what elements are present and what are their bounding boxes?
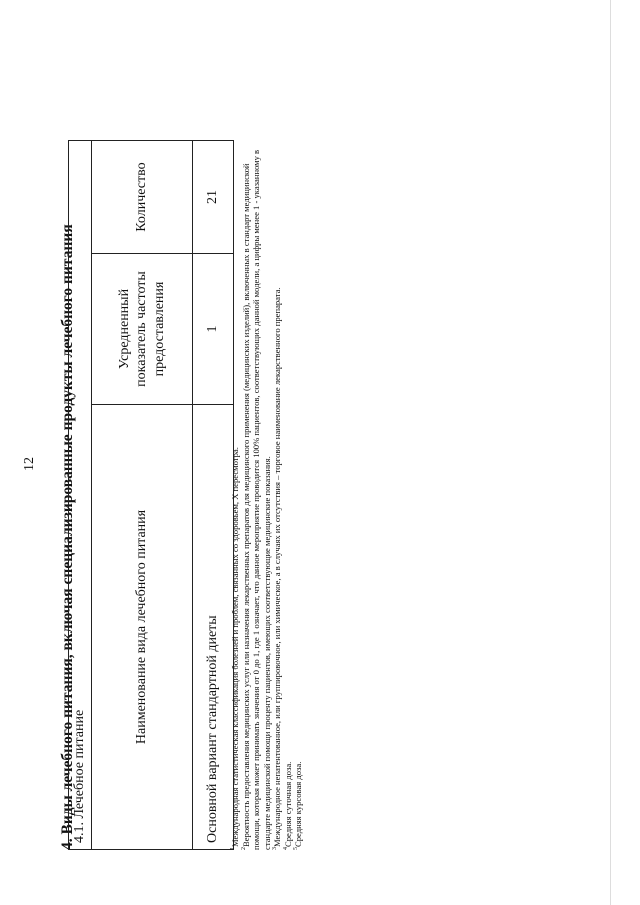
footnote	[272, 135, 283, 850]
page-number: 12	[22, 457, 37, 471]
footnote	[230, 135, 241, 850]
cell-frequency: 1	[193, 254, 234, 405]
footnote-text: Средняя курсовая доза.	[293, 761, 303, 847]
footnote-text: Средняя суточная доза.	[282, 761, 293, 847]
footnote-text: Международная статистическая классификация болезней и проблем, связанных со здоровьем, X пересмотра.	[230, 447, 240, 847]
footnote-text: Международное непатентованное, или группировочное, или химическое, а в случаях их отсутствия – торговое наименование лекарственного препарата.	[272, 287, 282, 847]
header-frequency: Усредненный показатель частоты предоставления	[92, 254, 193, 405]
table-row	[193, 141, 234, 850]
footnote-number: 4	[282, 847, 289, 850]
footnotes	[230, 135, 304, 850]
footnote	[241, 135, 273, 850]
scan-edge-line	[610, 0, 611, 905]
table-header-row	[92, 141, 193, 850]
cell-name: Основной вариант стандартной диеты	[193, 404, 234, 849]
subsection-label: 4.1. Лечебное питание	[69, 141, 92, 850]
footnote-number: 1	[230, 847, 237, 850]
footnote-number: 5	[293, 847, 300, 850]
header-name: Наименование вида лечебного питания	[92, 404, 193, 849]
footnote	[283, 135, 294, 850]
footnote-number: 3	[272, 847, 279, 850]
table-subsection-row	[69, 141, 92, 850]
footnote	[293, 135, 304, 850]
footnote-number: 2	[240, 847, 247, 850]
section-title: 4. Виды лечебного питания, включая специализированные продукты лечебного питания	[59, 224, 76, 850]
footnote-text: Вероятность предоставления медицинских услуг или назначения лекарственных препаратов для медицинского применения (медицинских изделий), включенных в стандарт медицинской помощи, которая может принимать значения от 0 до 1, где 1 означает, что данное мероприятие проводится 100% пациентов, соответствующих данной модели, а цифры менее 1 - указанному в стандарте медицинской помощи проценту пациентов, имеющих соответствующие медицинские показания.	[240, 149, 272, 850]
cell-quantity: 21	[193, 141, 234, 254]
header-quantity: Количество	[92, 141, 193, 254]
